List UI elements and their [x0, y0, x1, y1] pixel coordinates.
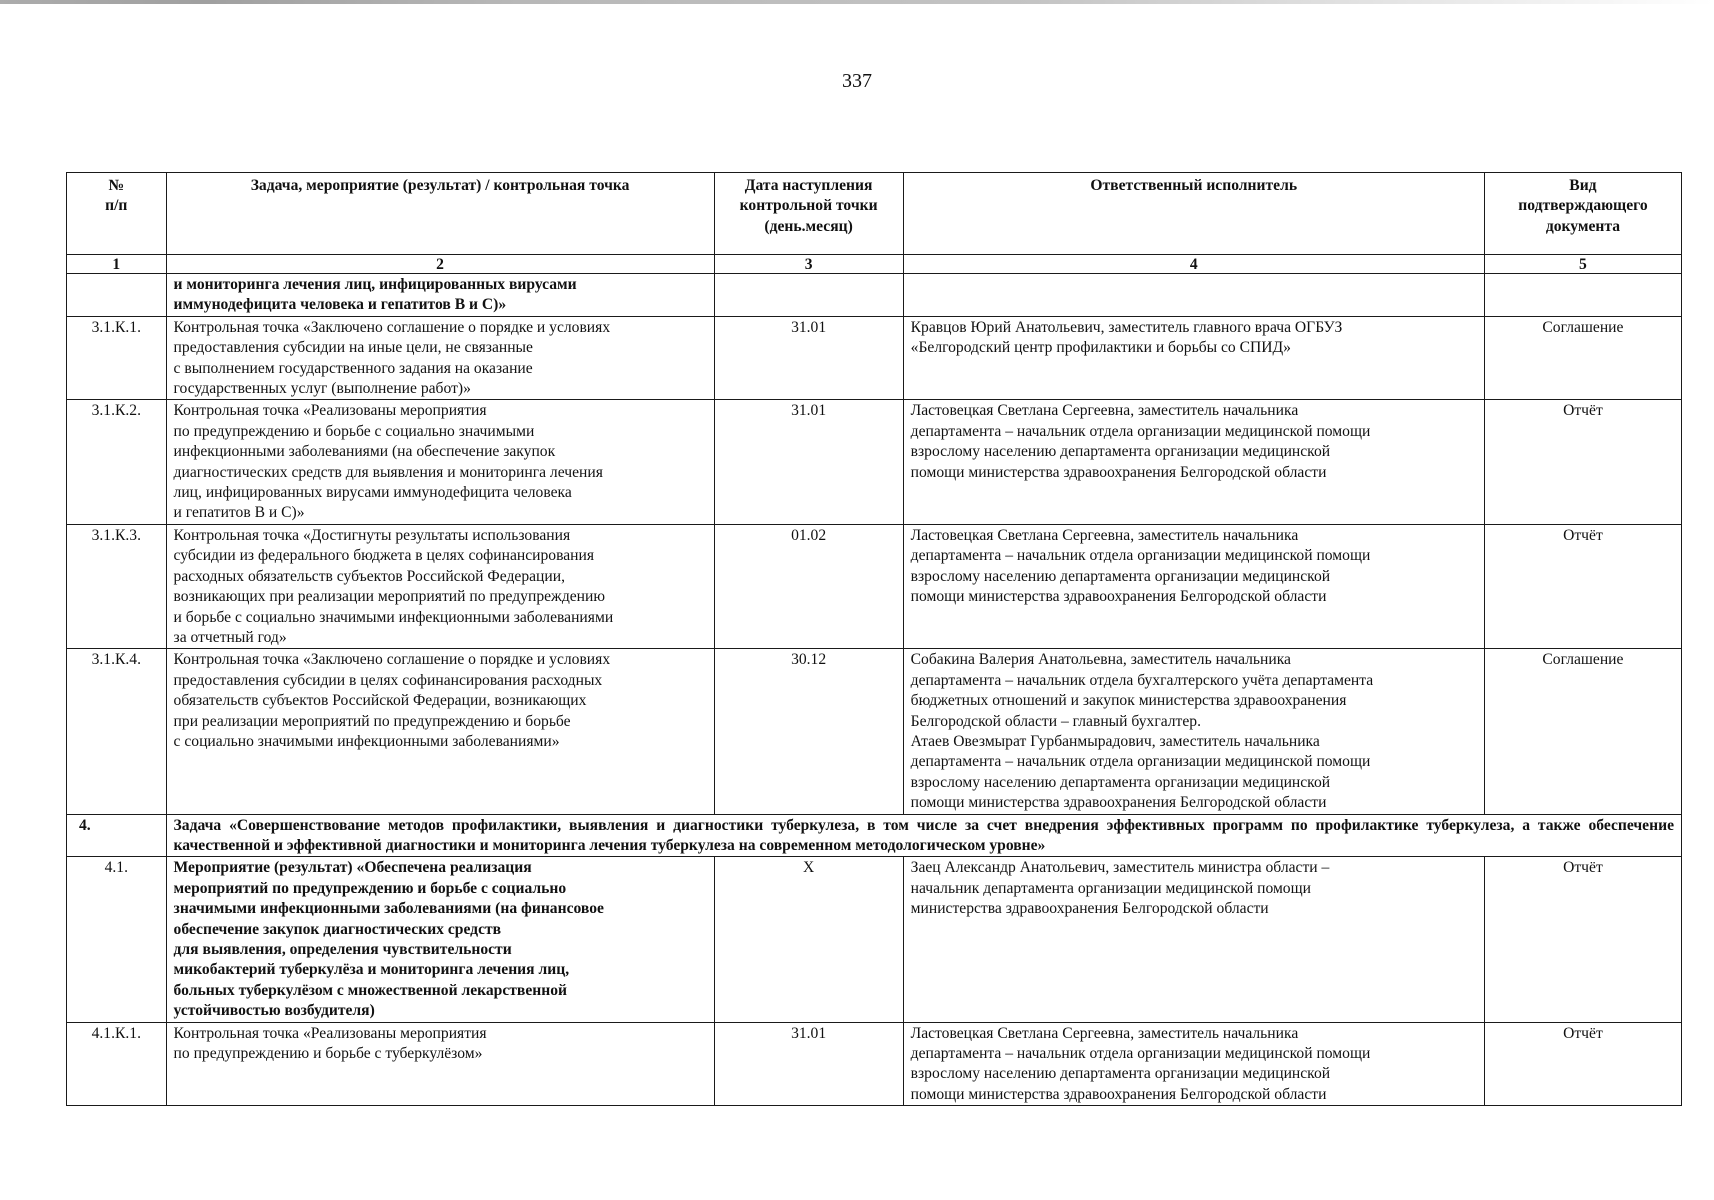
- row-text: Контрольная точка «Заключено соглашение о порядке и условиях предоставления субсидии в целях софинансирования расходных обязательств субъектов Российской Федерации, возникающих при реализации мероприятий по предупреждению и борьбе с социально значимыми инфекционными заболеваниями»: [166, 649, 714, 814]
- header-executor: Ответственный исполнитель: [903, 173, 1484, 255]
- row-date: 30.12: [714, 649, 903, 814]
- row-text: Контрольная точка «Достигнуты результаты использования субсидии из федерального бюджета в целях софинансирования расходных обязательств субъектов Российской Федерации, возникающих при реализации мероприятий по предупреждению и борьбе с социально значимыми инфекционными заболеваниями за отчетный год»: [166, 524, 714, 648]
- row-executor: Кравцов Юрий Анатольевич, заместитель главного врача ОГБУЗ «Белгородский центр профилактики и борьбы со СПИД»: [903, 316, 1484, 400]
- table-row: [67, 524, 1682, 648]
- column-numbers-row: [67, 255, 1682, 274]
- scan-top-edge: [0, 0, 1714, 4]
- row-date: 31.01: [714, 316, 903, 400]
- table-row: [67, 316, 1682, 400]
- page-number: 337: [842, 70, 872, 92]
- row-date: 01.02: [714, 524, 903, 648]
- table-header-row: [67, 173, 1682, 255]
- row-text: Мероприятие (результат) «Обеспечена реализация мероприятий по предупреждению и борьбе с социально значимыми инфекционными заболеваниями (на финансовое обеспечение закупок диагностических средств для выявления, определения чувствительности микобактерий туберкулёза и мониторинга лечения лиц, больных туберкулёзом с множественной лекарственной устойчивостью возбудителя): [166, 857, 714, 1022]
- column-number: 3: [714, 255, 903, 274]
- column-number: 5: [1484, 255, 1681, 274]
- continuation-text: и мониторинга лечения лиц, инфицированных вирусами иммунодефицита человека и гепатитов В и С)»: [166, 274, 714, 317]
- row-number: 4.1.К.1.: [67, 1022, 167, 1106]
- row-text: Контрольная точка «Реализованы мероприятия по предупреждению и борьбе с социально значимыми инфекционными заболеваниями (на обеспечение закупок диагностических средств для выявления и мониторинга лечения лиц, инфицированных вирусами иммунодефицита человека и гепатитов В и С)»: [166, 400, 714, 524]
- row-number: 3.1.К.4.: [67, 649, 167, 814]
- row-date: Х: [714, 857, 903, 1022]
- control-points-table: [66, 172, 1682, 1106]
- row-document: Отчёт: [1484, 857, 1681, 1022]
- row-number: 3.1.К.2.: [67, 400, 167, 524]
- task-number: 4.: [67, 814, 167, 857]
- row-executor: Ластовецкая Светлана Сергеевна, заместитель начальника департамента – начальник отдела организации медицинской помощи взрослому населению департамента организации медицинской помощи министерства здравоохранения Белгородской области: [903, 400, 1484, 524]
- header-date: Дата наступления контрольной точки (день.месяц): [714, 173, 903, 255]
- row-executor: Собакина Валерия Анатольевна, заместитель начальника департамента – начальник отдела бухгалтерского учёта департамента бюджетных отношений и закупок министерства здравоохранения Белгородской области – главный бухгалтер. Атаев Овезмырат Гурбанмырадович, заместитель начальника департамента – начальник отдела организации медицинской помощи взрослому населению департамента организации медицинской помощи министерства здравоохранения Белгородской области: [903, 649, 1484, 814]
- header-task: Задача, мероприятие (результат) / контрольная точка: [166, 173, 714, 255]
- header-number: № п/п: [67, 173, 167, 255]
- row-number: 3.1.К.3.: [67, 524, 167, 648]
- continuation-row: [67, 274, 1682, 317]
- task-title: Задача «Совершенствование методов профилактики, выявления и диагностики туберкулеза, в том числе за счет внедрения эффективных программ по профилактике туберкулеза, а также обеспечение качественной и эффективной диагностики и мониторинга лечения туберкулеза на современном методологическом уровне»: [166, 814, 1681, 857]
- row-date: 31.01: [714, 1022, 903, 1106]
- task-row: [67, 814, 1682, 857]
- row-number: 3.1.К.1.: [67, 316, 167, 400]
- row-executor: Заец Александр Анатольевич, заместитель министра области – начальник департамента организации медицинской помощи министерства здравоохранения Белгородской области: [903, 857, 1484, 1022]
- table-row: [67, 649, 1682, 814]
- row-document: Соглашение: [1484, 316, 1681, 400]
- column-number: 2: [166, 255, 714, 274]
- table-row: [67, 1022, 1682, 1106]
- row-text: Контрольная точка «Реализованы мероприятия по предупреждению и борьбе с туберкулёзом»: [166, 1022, 714, 1106]
- row-executor: Ластовецкая Светлана Сергеевна, заместитель начальника департамента – начальник отдела организации медицинской помощи взрослому населению департамента организации медицинской помощи министерства здравоохранения Белгородской области: [903, 1022, 1484, 1106]
- table-row: [67, 400, 1682, 524]
- table-row: [67, 857, 1682, 1022]
- column-number: 4: [903, 255, 1484, 274]
- row-document: Соглашение: [1484, 649, 1681, 814]
- row-number: 4.1.: [67, 857, 167, 1022]
- header-document: Вид подтверждающего документа: [1484, 173, 1681, 255]
- row-date: 31.01: [714, 400, 903, 524]
- column-number: 1: [67, 255, 167, 274]
- row-document: Отчёт: [1484, 1022, 1681, 1106]
- row-text: Контрольная точка «Заключено соглашение о порядке и условиях предоставления субсидии на иные цели, не связанные с выполнением государственного задания на оказание государственных услуг (выполнение работ)»: [166, 316, 714, 400]
- row-document: Отчёт: [1484, 524, 1681, 648]
- row-executor: Ластовецкая Светлана Сергеевна, заместитель начальника департамента – начальник отдела организации медицинской помощи взрослому населению департамента организации медицинской помощи министерства здравоохранения Белгородской области: [903, 524, 1484, 648]
- row-document: Отчёт: [1484, 400, 1681, 524]
